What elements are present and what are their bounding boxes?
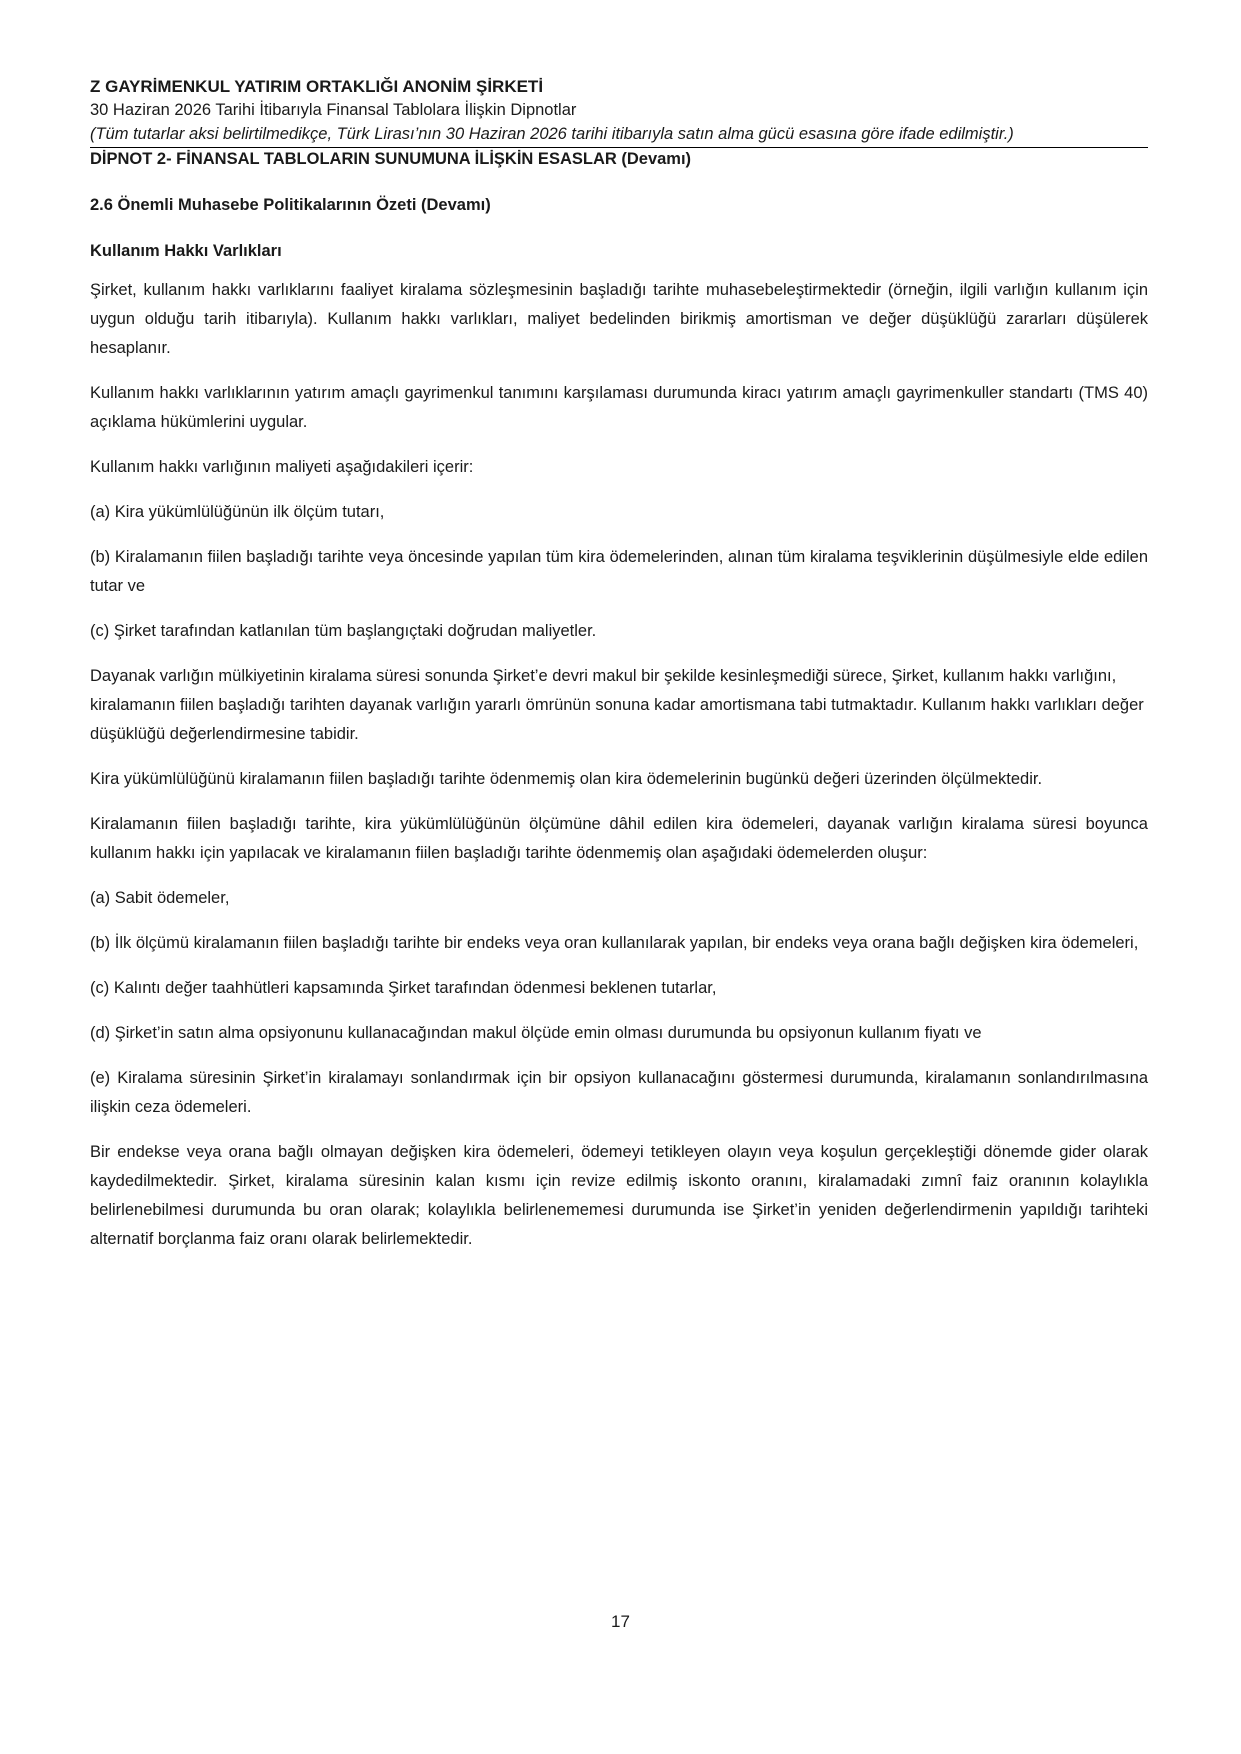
paragraph: Şirket, kullanım hakkı varlıklarını faaliyet kiralama sözleşmesinin başladığı tarihte muhasebeleştirmektedir (örneğin, ilgili varlığın kullanım için uygun olduğu tarih itibarıyla). Kullanım hakkı varlıkları, maliyet bedelinden birikmiş amortisman ve değer düşüklüğü zararları düşülerek hesaplanır. [90,281,1148,357]
section-title: 2.6 Önemli Muhasebe Politikalarının Özeti (Devamı) [90,196,491,214]
subsection-title: Kullanım Hakkı Varlıkları [90,242,282,260]
paragraph: Dayanak varlığın mülkiyetinin kiralama süresi sonunda Şirket’e devri makul bir şekilde kesinleşmediği sürece, Şirket, kullanım hakkı varlığını, kiralamanın fiilen başladığı tarihten dayanak varlığın yararlı ömrünün sonuna kadar amortismana tabi tutmaktadır. Kullanım hakkı varlıkları değer düşüklüğü değerlendirmesine tabidir. [90,667,1144,743]
list-item: (c) Kalıntı değer taahhütleri kapsamında Şirket tarafından ödenmesi beklenen tutarlar, [90,979,717,997]
list-item: (d) Şirket’in satın alma opsiyonunu kullanacağından makul ölçüde emin olması durumunda bu opsiyonun kullanım fiyatı ve [90,1024,982,1042]
list-item: (b) İlk ölçümü kiralamanın fiilen başladığı tarihte bir endeks veya oran kullanılarak yapılan, bir endeks veya orana bağlı değişken kira ödemeleri, [90,934,1139,952]
paragraph: Bir endekse veya orana bağlı olmayan değişken kira ödemeleri, ödemeyi tetikleyen olayın veya koşulun gerçekleştiği dönemde gider olarak kaydedilmektedir. Şirket, kiralama süresinin kalan kısmı için revize edilmiş iskonto oranını, kiralamadaki zımnî faiz oranının kolaylıkla belirlenebilmesi durumunda bu oran olarak; kolaylıkla belirlenememesi durumunda ise Şirket’in yeniden değerlendirmenin yapıldığı tarihteki alternatif borçlanma faiz oranı olarak belirlemektedir. [90,1143,1148,1248]
company-name: Z GAYRİMENKUL YATIRIM ORTAKLIĞI ANONİM ŞİRKETİ [90,77,544,96]
list-item: (a) Sabit ödemeler, [90,889,230,907]
paragraph: Kiralamanın fiilen başladığı tarihte, kira yükümlülüğünün ölçümüne dâhil edilen kira ödemeleri, dayanak varlığın kiralama süresi boyunca kullanım hakkı için yapılacak ve kiralamanın fiilen başladığı tarihte ödenmemiş olan aşağıdaki ödemelerden oluşur: [90,815,1148,862]
paragraph: Kullanım hakkı varlıklarının yatırım amaçlı gayrimenkul tanımını karşılaması durumunda kiracı yatırım amaçlı gayrimenkuller standartı (TMS 40) açıklama hükümlerini uygular. [90,384,1148,431]
paragraph: Kullanım hakkı varlığının maliyeti aşağıdakileri içerir: [90,458,474,476]
paragraph: Kira yükümlülüğünü kiralamanın fiilen başladığı tarihte ödenmemiş olan kira ödemelerinin bugünkü değeri üzerinden ölçülmektedir. [90,770,1043,788]
currency-note: (Tüm tutarlar aksi belirtilmedikçe, Türk Lirası’nın 30 Haziran 2026 tarihi itibarıyla satın alma gücü esasına göre ifade edilmiştir.) [90,125,1014,143]
page-number: 17 [611,1612,630,1631]
list-item: (e) Kiralama süresinin Şirket’in kiralamayı sonlandırmak için bir opsiyon kullanacağını göstermesi durumunda, kiralamanın sonlandırılmasına ilişkin ceza ödemeleri. [90,1069,1148,1116]
list-item: (c) Şirket tarafından katlanılan tüm başlangıçtaki doğrudan maliyetler. [90,622,597,640]
document-page [90,70,1148,1254]
list-item: (b) Kiralamanın fiilen başladığı tarihte veya öncesinde yapılan tüm kira ödemelerinden, alınan tüm kiralama teşviklerinin düşülmesiyle elde edilen tutar ve [90,548,1148,595]
dipnot-heading: DİPNOT 2- FİNANSAL TABLOLARIN SUNUMUNA İLİŞKİN ESASLAR (Devamı) [90,150,692,168]
report-subtitle: 30 Haziran 2026 Tarihi İtibarıyla Finansal Tablolara İlişkin Dipnotlar [90,101,577,119]
list-item: (a) Kira yükümlülüğünün ilk ölçüm tutarı, [90,503,385,521]
